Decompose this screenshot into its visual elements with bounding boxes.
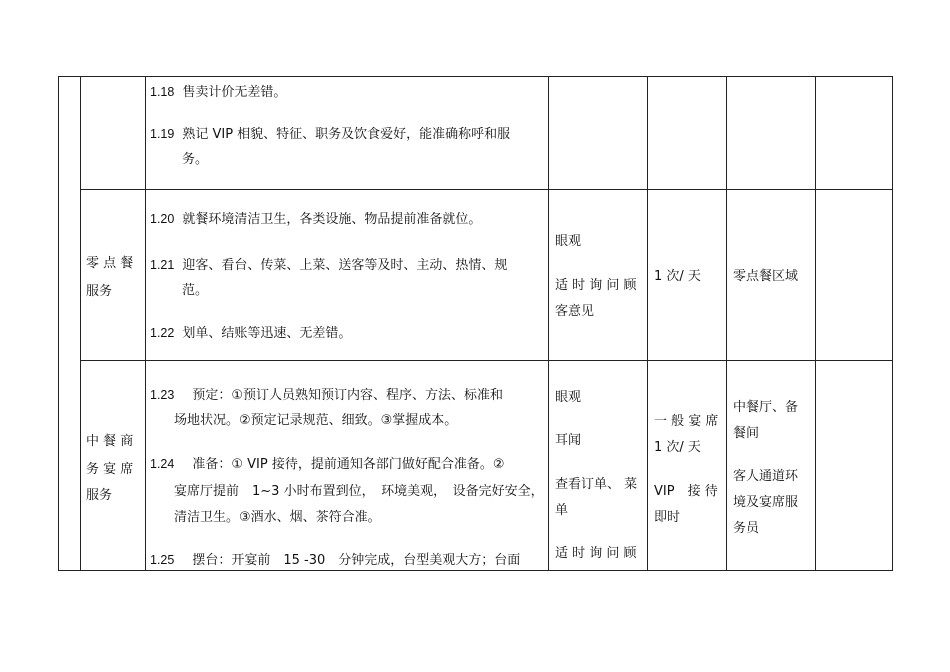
method-text: 客意见 [555,304,595,319]
area-text: 中餐厅、备 [733,400,799,415]
area-text: 境及宴席服 [733,495,799,510]
col-border-2 [145,76,146,571]
area-text: 餐间 [733,426,760,441]
col-border-6 [815,76,816,571]
standard-item: 1.23 预定：①预订人员熟知预订内容、程序、方法、标准和 [150,388,503,403]
standard-item: 1.25 摆台：开宴前 15 -30 分钟完成，台型美观大方；台面 [150,553,521,568]
standard-item: 1.18 售卖计价无差错。 [150,85,287,100]
frequency-text: 1 次/ 天 [654,440,701,455]
standard-item-continued: 务。 [182,152,209,167]
col-border-3 [548,76,549,571]
category-label: 服务 [86,488,113,503]
standard-item: 1.19 熟记 VIP 相貌、特征、职务及饮食爱好，能准确称呼和服 [150,127,511,142]
col-border-1 [80,76,81,571]
row-border-top [58,76,893,77]
frequency-text: 1 次/ 天 [654,269,701,284]
method-text: 眼观 [555,390,582,405]
category-label: 务 宴 席 [86,462,134,477]
col-border-5 [726,76,727,571]
row-border-1 [80,189,893,190]
method-text: 查看订单、 菜 [555,477,638,492]
standard-item-continued: 清洁卫生。③酒水、烟、茶符合准。 [174,510,381,525]
frequency-text: VIP 接 待 [654,484,718,499]
col-border-4 [647,76,648,571]
standard-item: 1.20 就餐环境清洁卫生，各类设施、物品提前准备就位。 [150,212,482,227]
standard-item-continued: 宴席厅提前 1~3 小时布置到位， 环境美观， 设备完好安全， [174,484,544,499]
category-label: 零 点 餐 [86,256,134,271]
category-label: 服务 [86,284,113,299]
standard-item: 1.21 迎客、看台、传菜、上菜、送客等及时、主动、热情、规 [150,258,508,273]
category-label: 中 餐 商 [86,434,134,449]
standard-item-continued: 范。 [182,283,209,298]
standard-item: 1.24 准备：① VIP 接待，提前通知各部门做好配合准备。② [150,457,505,472]
standard-item-continued: 场地状况。②预定记录规范、细致。③掌握成本。 [174,413,458,428]
frequency-text: 即时 [654,510,681,525]
col-border-0 [58,76,59,571]
row-border-bottom [58,570,893,571]
area-text: 客人通道环 [733,469,799,484]
method-text: 单 [555,503,569,518]
method-text: 适 时 询 问 顾 [555,278,637,293]
area-text: 零点餐区域 [733,269,799,284]
standard-item: 1.22 划单、结账等迅速、无差错。 [150,326,352,341]
method-text: 耳闻 [555,433,582,448]
frequency-text: 一 般 宴 席 [654,414,719,429]
method-text: 适 时 询 问 顾 [555,546,637,561]
method-text: 眼观 [555,234,582,249]
row-border-2 [80,360,893,361]
area-text: 务员 [733,521,760,536]
col-border-7 [892,76,893,571]
